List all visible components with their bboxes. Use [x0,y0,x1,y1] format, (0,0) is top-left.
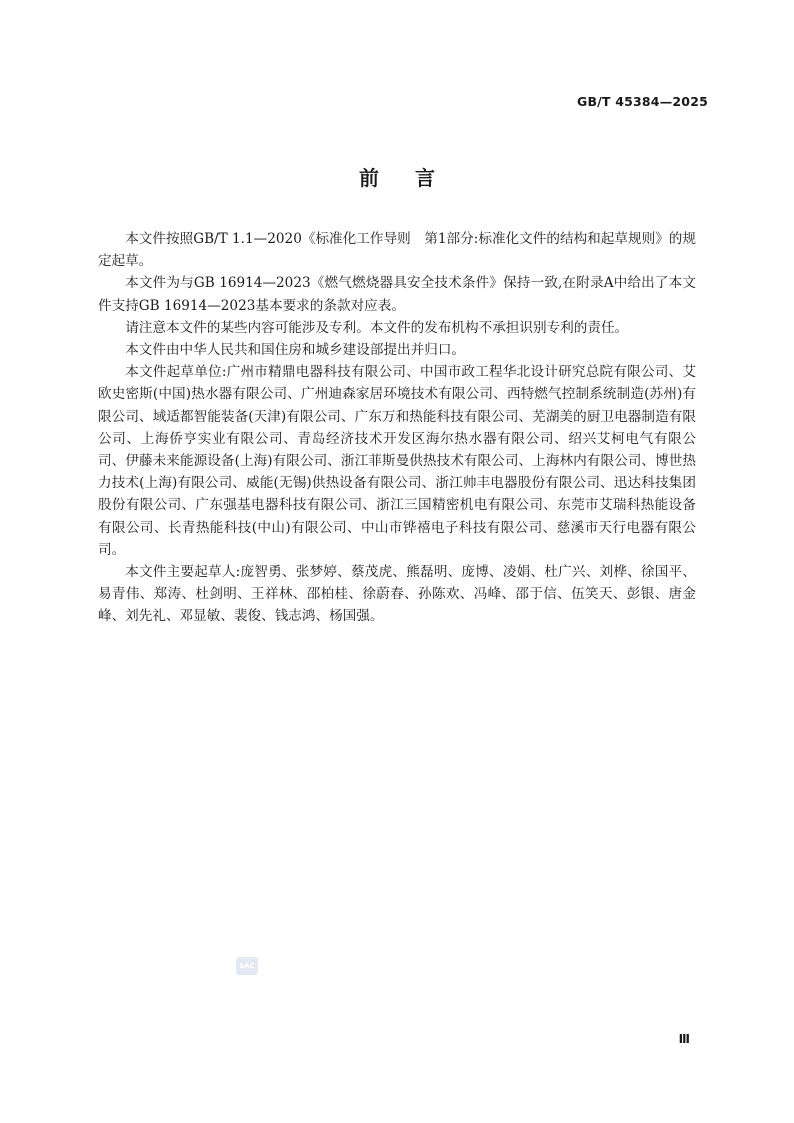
paragraph-drafting-rules: 本文件按照GB/T 1.1—2020《标准化工作导则 第1部分:标准化文件的结构和起草规则》的规定起草。 [98,231,696,270]
document-body [98,228,696,628]
standard-code: GB/T 45384—2025 [576,94,708,109]
paragraph-consistency: 本文件为与GB 16914—2023《燃气燃烧器具安全技术条件》保持一致,在附录A中给出了本文件支持GB 16914—2023基本要求的条款对应表。 [98,275,696,314]
paragraph-drafters: 本文件主要起草人:庞智勇、张梦婷、蔡茂虎、熊磊明、庞博、凌娟、杜广兴、刘桦、徐国平、易青伟、郑涛、杜剑明、王祥林、邵柏桂、徐蔚春、孙陈欢、冯峰、邵于信、伍笑天、彭银、唐金峰、刘先礼、邓显敏、裴俊、钱志鸿、杨国强。 [98,564,696,625]
paragraph-patent-notice: 请注意本文件的某些内容可能涉及专利。本文件的发布机构不承担识别专利的责任。 [125,319,629,336]
paragraph-drafting-units: 本文件起草单位:广州市精鼎电器科技有限公司、中国市政工程华北设计研究总院有限公司、艾欧史密斯(中国)热水器有限公司、广州迪森家居环境技术有限公司、西特燃气控制系统制造(苏州)有限公司、域适都智能装备(天津)有限公司、广东万和热能科技有限公司、芜湖美的厨卫电器制造有限公司、上海侨亨实业有限公司、青岛经济技术开发区海尔热水器有限公司、绍兴艾柯电气有限公司、伊藤未来能源设备(上海)有限公司、浙江菲斯曼供热技术有限公司、上海林内有限公司、博世热力技术(上海)有限公司、威能(无锡)供热设备有限公司、浙江帅丰电器股份有限公司、迅达科技集团股份有限公司、广东强基电器科技有限公司、浙江三国精密机电有限公司、东莞市艾瑞科热能设备有限公司、长青热能科技(中山)有限公司、中山市铧禧电子科技有限公司、慈溪市天行电器有限公司。 [98,364,696,558]
page-title: 前言 [359,166,471,190]
page-number: Ⅲ [678,1032,690,1046]
paragraph-proposer: 本文件由中华人民共和国住房和城乡建设部提出并归口。 [125,342,466,359]
watermark-logo: SAC [236,957,258,975]
